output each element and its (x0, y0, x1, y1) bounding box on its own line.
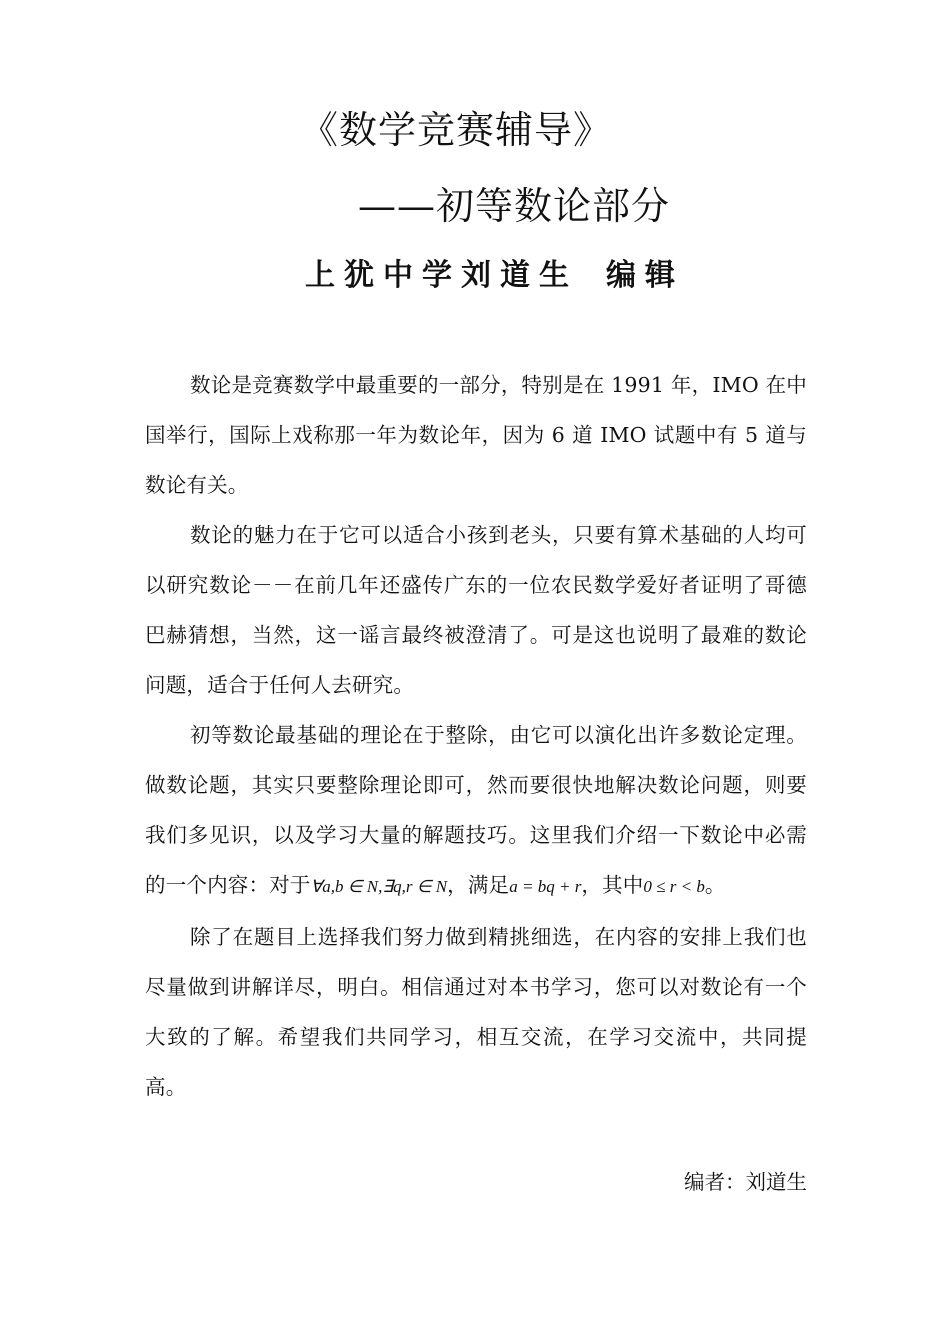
paragraph-3-text-d: 。 (704, 873, 726, 897)
author-name: 上犹中学刘道生 (305, 258, 578, 293)
paragraph-3-text-c: ，其中 (581, 873, 644, 897)
paragraph-3-text-b: ，满足 (447, 873, 510, 897)
formula-quantifier: ∀a,b ∈ N,∃q,r ∈ N (310, 877, 448, 896)
preface-body (145, 360, 807, 1112)
author-line (305, 254, 684, 298)
paragraph-3 (145, 710, 807, 912)
editor-signature: 编者：刘道生 (684, 1170, 807, 1194)
document-title: 《数学竞赛辅导》 (300, 108, 613, 152)
formula-remainder-range: 0 ≤ r < b (643, 877, 705, 896)
paragraph-3-text-a: 初等数论最基础的理论在于整除，由它可以演化出许多数论定理。做数论题，其实只要整除理论即可，然而要很快地解决数论问题，则要我们多见识，以及学习大量的解题技巧。这里我们介绍一下数论中必需的一个内容：对于 (145, 723, 807, 897)
paragraph-4: 除了在题目上选择我们努力做到精挑细选，在内容的安排上我们也尽量做到讲解详尽，明白。相信通过对本书学习，您可以对数论有一个大致的了解。希望我们共同学习，相互交流，在学习交流中，共同提高。 (145, 925, 807, 1099)
formula-division: a = bq + r (509, 877, 582, 896)
document-subtitle: ——初等数论部分 (358, 184, 671, 228)
author-role: 编辑 (606, 258, 684, 293)
paragraph-2: 数论的魅力在于它可以适合小孩到老头，只要有算术基础的人均可以研究数论－－在前几年还盛传广东的一位农民数学爱好者证明了哥德巴赫猜想，当然，这一谣言最终被澄清了。可是这也说明了最难的数论问题，适合于任何人去研究。 (145, 523, 807, 697)
paragraph-1: 数论是竞赛数学中最重要的一部分，特别是在 1991 年，IMO 在中国举行，国际上戏称那一年为数论年，因为 6 道 IMO 试题中有 5 道与数论有关。 (145, 373, 807, 497)
